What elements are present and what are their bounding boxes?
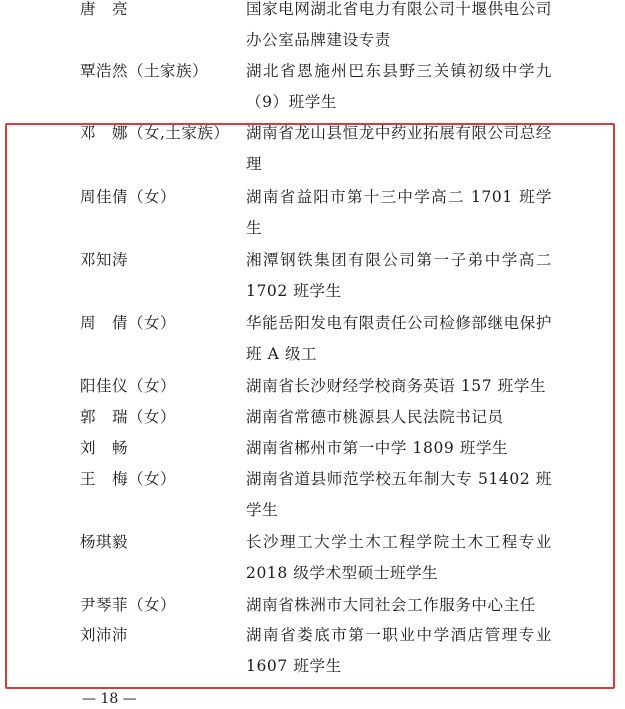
person-affiliation: 湖南省常德市桃源县人民法院书记员 [246,408,504,426]
person-affiliation: 湖南省龙山县恒龙中药业拓展有限公司总经理 [246,124,552,173]
person-name: 阳佳仪（女） [80,377,177,395]
list-item [0,0,625,56]
list-item [0,56,625,118]
person-name: 覃浩然（土家族） [80,62,209,80]
person-name: 刘 畅 [80,439,129,457]
person-affiliation: 湖南省益阳市第十三中学高二 1701 班学生 [246,188,552,237]
person-name: 周佳倩（女） [80,188,177,206]
person-name: 邓 娜（女,土家族） [80,124,230,142]
page-number: — 18 — [82,691,137,707]
person-name: 邓知涛 [80,251,129,269]
person-affiliation: 湖南省娄底市第一职业中学酒店管理专业 1607 班学生 [246,626,552,675]
person-affiliation: 湖南省道县师范学校五年制大专 51402 班学生 [246,470,552,519]
person-affiliation: 湘潭钢铁集团有限公司第一子弟中学高二 1702 班学生 [246,251,552,300]
person-affiliation: 湖南省株洲市大同社会工作服务中心主任 [246,596,536,614]
person-name: 唐 亮 [80,0,129,18]
person-name: 周 倩（女） [80,314,177,332]
person-affiliation: 长沙理工大学土木工程学院土木工程专业 2018 级学术型硕士班学生 [246,533,552,582]
person-name: 刘沛沛 [80,626,129,644]
person-affiliation: 国家电网湖北省电力有限公司十堰供电公司办公室品牌建设专责 [246,0,552,49]
person-name: 杨琪毅 [80,533,129,551]
person-affiliation: 湖南省长沙财经学校商务英语 157 班学生 [246,377,547,395]
person-name: 尹琴菲（女） [80,596,177,614]
highlight-box [5,123,615,689]
person-affiliation: 湖北省恩施州巴东县野三关镇初级中学九（9）班学生 [246,62,552,111]
person-name: 王 梅（女） [80,470,177,488]
person-affiliation: 湖南省郴州市第一中学 1809 班学生 [246,439,509,457]
person-name: 郭 瑞（女） [80,408,177,426]
person-affiliation: 华能岳阳发电有限责任公司检修部继电保护班 A 级工 [246,314,552,363]
